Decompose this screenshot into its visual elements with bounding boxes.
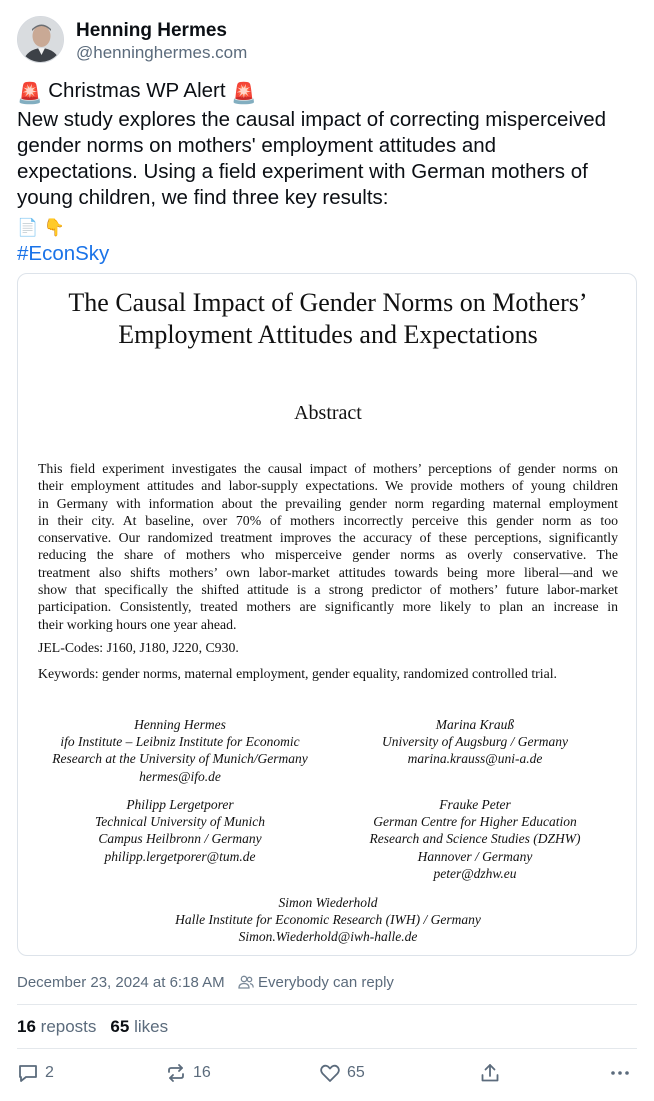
people-icon — [238, 975, 254, 989]
avatar[interactable] — [17, 16, 64, 63]
share-button[interactable] — [479, 1062, 507, 1084]
alert-text: Christmas WP Alert — [48, 79, 226, 102]
author-block-line: ifo Institute – Leibniz Institute for Economic — [60, 734, 300, 750]
abstract-line: participation. Consistently, treated mothers are significantly more likely to plan an increase in — [38, 599, 618, 615]
post-timestamp[interactable]: December 23, 2024 at 6:18 AM — [17, 974, 225, 991]
author-block-line: Campus Heilbronn / Germany — [98, 831, 262, 847]
jel-codes: JEL-Codes: J160, J180, J220, C930. — [38, 640, 239, 655]
author-block-line: Hannover / Germany — [417, 848, 533, 864]
abstract-line: in Germany with information about the prevailing gender norm regarding maternal employment — [38, 495, 618, 511]
like-count: 65 — [347, 1064, 365, 1081]
post-header — [17, 16, 637, 66]
emoji-row — [17, 211, 639, 241]
repost-icon — [165, 1062, 187, 1084]
abstract-heading: Abstract — [294, 402, 362, 424]
siren-emoji: 🚨 — [17, 82, 43, 105]
author-block-line: German Centre for Higher Education — [373, 814, 577, 830]
author-block-line: Halle Institute for Economic Research (IWH) / Germany — [175, 912, 481, 928]
author-block-line: Research and Science Studies (DZHW) — [369, 831, 581, 847]
abstract-body — [38, 460, 618, 633]
heart-icon — [319, 1062, 341, 1084]
reply-button[interactable] — [17, 1062, 54, 1084]
abstract-line: their working hours one year ahead. — [38, 616, 237, 632]
paper-title-line: Employment Attitudes and Expectations — [118, 320, 538, 349]
author-block-line: philipp.lergetporer@tum.de — [104, 848, 256, 864]
author-block-name: Simon Wiederhold — [278, 895, 378, 910]
author-block — [78, 894, 578, 946]
engagement-stats — [17, 1017, 168, 1037]
author-block-name: Philipp Lergetporer — [126, 797, 234, 812]
paper-title — [18, 287, 637, 351]
repost-count: 16 — [193, 1064, 211, 1081]
reposts-label: reposts — [40, 1017, 97, 1036]
share-icon — [479, 1062, 501, 1084]
more-options-button[interactable] — [609, 1062, 637, 1084]
author-handle[interactable]: @henninghermes.com — [76, 43, 248, 62]
abstract-line: treatment also shifts mothers’ own labor-market attitudes towards being more liberal—and we — [38, 564, 618, 580]
keywords: Keywords: gender norms, maternal employment, gender equality, randomized controlled trial. — [38, 666, 558, 681]
post-line: gender norms on mothers' employment attitudes and — [17, 134, 497, 157]
page-emoji: 📄 — [17, 218, 39, 237]
abstract-line: conservative. Our randomized treatment improves the accuracy of these perceptions, significantly — [38, 530, 618, 546]
reply-count: 2 — [45, 1064, 54, 1081]
likes-label: likes — [134, 1017, 169, 1036]
alert-line — [17, 78, 639, 107]
reply-setting-label: Everybody can reply — [258, 974, 394, 991]
post-line: young children, we find three key results: — [17, 186, 389, 209]
author-block-line: Simon.Wiederhold@iwh-halle.de — [238, 929, 418, 945]
more-icon — [609, 1062, 631, 1084]
reposts-count: 16 — [17, 1017, 36, 1036]
abstract-line: show that specifically the shifted attitude is a strong predictor of mothers’ future labor-market — [38, 582, 618, 598]
abstract-line: their employment attitudes and labor-supply expectations. We provide mothers of young children — [38, 478, 618, 494]
repost-button[interactable] — [165, 1062, 211, 1084]
action-bar — [17, 1062, 637, 1090]
reply-icon — [17, 1062, 39, 1084]
author-block — [340, 716, 610, 768]
divider — [17, 1048, 637, 1049]
author-block-name: Frauke Peter — [439, 797, 511, 812]
author-block-name: Marina Krauß — [435, 717, 515, 732]
author-block — [30, 796, 330, 865]
paper-title-line: The Causal Impact of Gender Norms on Mothers’ — [68, 288, 588, 317]
divider — [17, 1004, 637, 1005]
post-line: New study explores the causal impact of correcting misperceived — [17, 108, 607, 131]
abstract-line: This field experiment investigates the causal impact of mothers’ perceptions of gender norms on — [38, 461, 618, 476]
post-text — [17, 78, 639, 267]
author-block — [30, 716, 330, 785]
author-block-line: marina.krauss@uni-a.de — [407, 751, 543, 767]
author-block-name: Henning Hermes — [134, 717, 226, 732]
reposts-stat[interactable] — [17, 1017, 96, 1036]
author-block-line: University of Augsburg / Germany — [382, 734, 568, 750]
author-block — [340, 796, 610, 882]
author-block-line: hermes@ifo.de — [139, 768, 221, 784]
abstract-line: reducing the share of mothers who misperceive gender norms as overly conservative. The — [38, 547, 618, 563]
reply-setting — [238, 974, 394, 991]
siren-emoji: 🚨 — [231, 82, 257, 105]
author-block-line: Research at the University of Munich/Germany — [52, 751, 308, 767]
author-block-line: Technical University of Munich — [94, 814, 266, 830]
author-block-line: peter@dzhw.eu — [433, 865, 517, 881]
hashtag-link[interactable]: #EconSky — [17, 242, 110, 265]
likes-stat[interactable] — [110, 1017, 168, 1036]
pointing-down-emoji: 👇 — [43, 218, 66, 237]
embedded-image[interactable] — [17, 273, 637, 956]
author-name[interactable]: Henning Hermes — [76, 20, 227, 41]
like-button[interactable] — [319, 1062, 365, 1084]
likes-count: 65 — [110, 1017, 130, 1036]
post-line: expectations. Using a field experiment with German mothers of — [17, 160, 588, 183]
abstract-line: in their city. At baseline, over 70% of mothers incorrectly perceive this gender norm as too — [38, 512, 618, 528]
